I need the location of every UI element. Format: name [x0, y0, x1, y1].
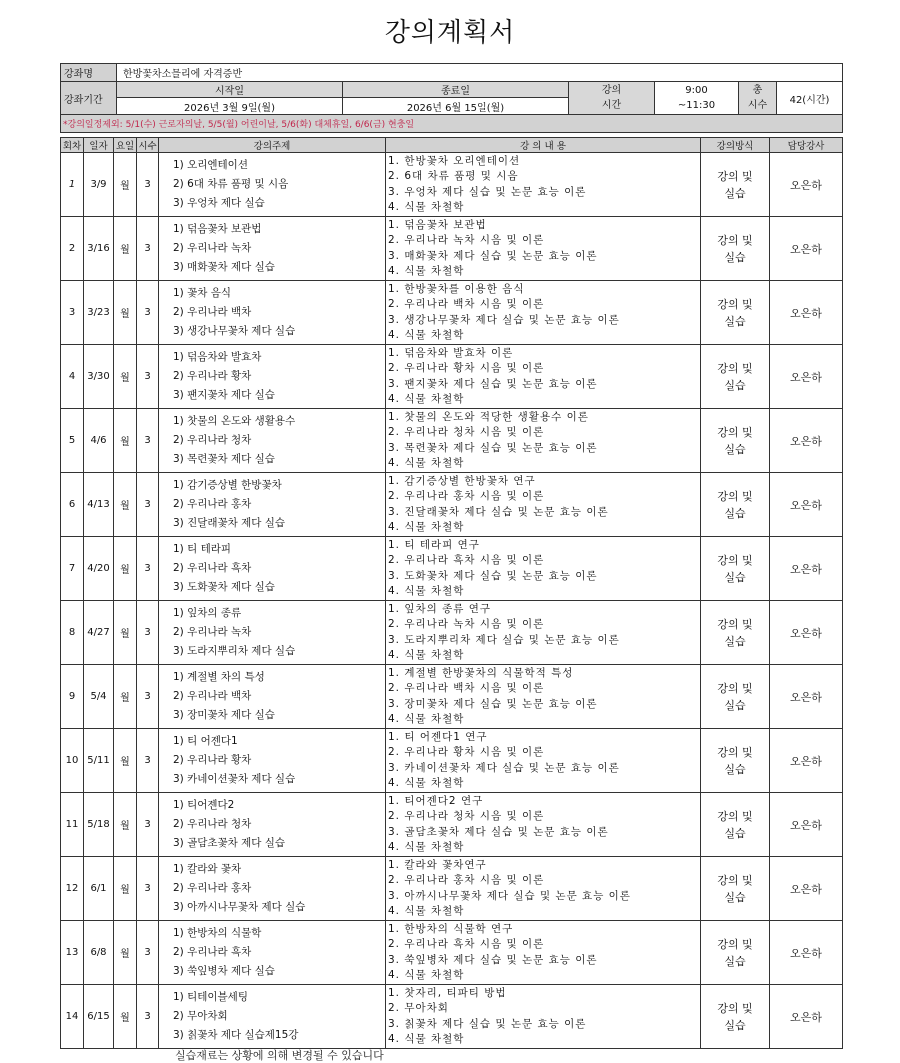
content-line: 4. 식물 차철학: [388, 841, 465, 853]
session-teacher: 오은하: [770, 473, 843, 537]
topic-line: 1) 칼라와 꽃차: [173, 863, 242, 875]
session-contents: [386, 729, 701, 793]
session-topics: [159, 153, 386, 217]
session-row: [61, 537, 843, 601]
session-row: [61, 153, 843, 217]
schedule-exclusion-note: *강의일정제외: 5/1(수) 근로자의날, 5/5(월) 어린이날, 5/6(화) 대체휴일, 6/6(금) 현충일: [61, 115, 843, 133]
session-row: [61, 409, 843, 473]
method-line: 실습: [724, 250, 746, 264]
content-line: 4. 식물 차철학: [388, 585, 465, 597]
method-line: 실습: [724, 442, 746, 456]
topic-line: 3) 골담초꽃차 제다 실습: [173, 837, 286, 849]
session-row: [61, 217, 843, 281]
topic-line: 2) 우리나라 흑차: [173, 946, 252, 958]
method-line: 실습: [724, 314, 746, 328]
session-method: [701, 601, 770, 665]
topic-line: 2) 우리나라 홍차: [173, 498, 252, 510]
session-contents: [386, 153, 701, 217]
session-topics: [159, 857, 386, 921]
topic-line: 1) 덖음차와 발효차: [173, 351, 262, 363]
session-method: [701, 729, 770, 793]
session-row: [61, 281, 843, 345]
content-line: 4. 식물 차철학: [388, 969, 465, 981]
session-number: 14: [61, 985, 84, 1049]
session-row: [61, 793, 843, 857]
course-info-table: [60, 63, 843, 133]
content-line: 2. 우리나라 청차 시음 및 이론: [388, 426, 545, 438]
session-day: 월: [114, 665, 137, 729]
session-hours: 3: [137, 921, 159, 985]
session-number: 13: [61, 921, 84, 985]
session-date: 4/20: [84, 537, 114, 601]
topic-line: 1) 덖음꽃차 보관법: [173, 223, 262, 235]
content-line: 1. 티어젠다2 연구: [388, 794, 484, 807]
session-hours: 3: [137, 857, 159, 921]
footer-note: 실습재료는 상황에 의해 변경될 수 있습니다: [175, 1049, 384, 1062]
course-name: 한방꽃차소믈리에 자격증반: [117, 64, 843, 82]
session-number: 5: [61, 409, 84, 473]
content-line: 3. 도화꽃차 제다 실습 및 논문 효능 이론: [388, 569, 598, 582]
session-date: 6/8: [84, 921, 114, 985]
session-number: 11: [61, 793, 84, 857]
method-line: 실습: [724, 378, 746, 392]
topic-line: 3) 매화꽃차 제다 실습: [173, 261, 275, 273]
course-period-label: 강좌기간: [61, 82, 117, 115]
session-contents: [386, 665, 701, 729]
topic-line: 2) 우리나라 흑차: [173, 562, 252, 574]
method-line: 강의 및: [717, 489, 753, 503]
topic-line: 1) 오리엔테이션: [173, 159, 248, 171]
session-day: 월: [114, 345, 137, 409]
col-header: 강 의 내 용: [386, 138, 701, 153]
method-line: 실습: [724, 506, 746, 520]
schedule-header-row: [61, 138, 843, 153]
method-line: 강의 및: [717, 425, 753, 439]
method-line: 강의 및: [717, 809, 753, 823]
session-day: 월: [114, 985, 137, 1049]
end-date: 2026년 6월 15일(월): [343, 98, 569, 115]
session-number: 6: [61, 473, 84, 537]
session-topics: [159, 985, 386, 1049]
session-contents: [386, 985, 701, 1049]
session-hours: 3: [137, 985, 159, 1049]
content-line: 2. 우리나라 황차 시음 및 이론: [388, 362, 545, 374]
content-line: 3. 쑥잎병차 제다 실습 및 논문 효능 이론: [388, 953, 598, 966]
session-method: [701, 281, 770, 345]
session-contents: [386, 281, 701, 345]
session-date: 5/4: [84, 665, 114, 729]
session-contents: [386, 345, 701, 409]
content-line: 4. 식물 차철학: [388, 1033, 465, 1045]
method-line: 강의 및: [717, 1001, 753, 1015]
session-method: [701, 345, 770, 409]
session-topics: [159, 281, 386, 345]
session-number: 12: [61, 857, 84, 921]
session-teacher: 오은하: [770, 985, 843, 1049]
session-row: [61, 473, 843, 537]
content-line: 1. 한방꽃차를 이용한 음식: [388, 282, 525, 295]
session-contents: [386, 217, 701, 281]
col-header: 강의방식: [701, 138, 770, 153]
session-teacher: 오은하: [770, 345, 843, 409]
session-number: 9: [61, 665, 84, 729]
session-day: 월: [114, 601, 137, 665]
session-number: 3: [61, 281, 84, 345]
session-hours: 3: [137, 601, 159, 665]
session-teacher: 오은하: [770, 601, 843, 665]
session-teacher: 오은하: [770, 409, 843, 473]
session-teacher: 오은하: [770, 217, 843, 281]
session-contents: [386, 601, 701, 665]
session-date: 3/16: [84, 217, 114, 281]
session-day: 월: [114, 793, 137, 857]
session-hours: 3: [137, 473, 159, 537]
topic-line: 1) 찻물의 온도와 생활용수: [173, 415, 296, 427]
content-line: 2. 우리나라 흑차 시음 및 이론: [388, 938, 545, 950]
content-line: 2. 6대 차류 품평 및 시음: [388, 170, 519, 182]
session-contents: [386, 537, 701, 601]
col-header: 회차: [61, 138, 84, 153]
session-method: [701, 665, 770, 729]
session-topics: [159, 537, 386, 601]
session-day: 월: [114, 729, 137, 793]
topic-line: 3) 목련꽃차 제다 실습: [173, 453, 275, 465]
session-hours: 3: [137, 281, 159, 345]
content-line: 1. 티 어젠다1 연구: [388, 730, 488, 743]
content-line: 2. 우리나라 백차 시음 및 이론: [388, 298, 545, 310]
session-hours: 3: [137, 665, 159, 729]
session-date: 5/18: [84, 793, 114, 857]
col-header: 시수: [137, 138, 159, 153]
content-line: 1. 감기증상별 한방꽃차 연구: [388, 474, 536, 487]
content-line: 4. 식물 차철학: [388, 713, 465, 725]
session-date: 3/30: [84, 345, 114, 409]
end-date-label: 종료일: [343, 82, 569, 98]
topic-line: 3) 팬지꽃차 제다 실습: [173, 389, 275, 401]
method-line: 실습: [724, 698, 746, 712]
session-contents: [386, 473, 701, 537]
content-line: 1. 덖음꽃차 보관법: [388, 218, 487, 231]
content-line: 3. 도라지뿌리차 제다 실습 및 논문 효능 이론: [388, 633, 620, 646]
content-line: 1. 한방차의 식물학 연구: [388, 922, 514, 935]
session-hours: 3: [137, 345, 159, 409]
topic-line: 2) 우리나라 황차: [173, 370, 252, 382]
topic-line: 2) 무아차회: [173, 1010, 228, 1022]
content-line: 4. 식물 차철학: [388, 777, 465, 789]
session-day: 월: [114, 281, 137, 345]
topic-line: 2) 우리나라 황차: [173, 754, 252, 766]
content-line: 2. 우리나라 홍차 시음 및 이론: [388, 490, 545, 502]
session-hours: 3: [137, 537, 159, 601]
session-contents: [386, 857, 701, 921]
method-line: 실습: [724, 762, 746, 776]
content-line: 4. 식물 차철학: [388, 905, 465, 917]
topic-line: 3) 생강나무꽃차 제다 실습: [173, 325, 296, 337]
content-line: 3. 골담초꽃차 제다 실습 및 논문 효능 이론: [388, 825, 609, 838]
session-date: 4/27: [84, 601, 114, 665]
content-line: 1. 한방꽃차 오리엔테이션: [388, 154, 521, 167]
content-line: 3. 목련꽃차 제다 실습 및 논문 효능 이론: [388, 441, 598, 454]
session-date: 4/13: [84, 473, 114, 537]
method-line: 실습: [724, 954, 746, 968]
course-name-label: 강좌명: [61, 64, 117, 82]
topic-line: 2) 우리나라 백차: [173, 306, 252, 318]
content-line: 1. 잎차의 종류 연구: [388, 602, 492, 615]
session-teacher: 오은하: [770, 921, 843, 985]
topic-line: 1) 티테이블세팅: [173, 991, 248, 1003]
content-line: 4. 식물 차철학: [388, 393, 465, 405]
session-contents: [386, 793, 701, 857]
method-line: 강의 및: [717, 873, 753, 887]
content-line: 4. 식물 차철학: [388, 201, 465, 213]
session-method: [701, 217, 770, 281]
content-line: 2. 우리나라 청차 시음 및 이론: [388, 810, 545, 822]
content-line: 1. 티 테라피 연구: [388, 538, 480, 551]
session-topics: [159, 729, 386, 793]
session-day: 월: [114, 857, 137, 921]
content-line: 2. 우리나라 백차 시음 및 이론: [388, 682, 545, 694]
method-line: 강의 및: [717, 681, 753, 695]
topic-line: 1) 감기증상별 한방꽃차: [173, 479, 282, 491]
topic-line: 1) 잎차의 종류: [173, 607, 242, 619]
method-line: 강의 및: [717, 937, 753, 951]
session-method: [701, 857, 770, 921]
content-line: 2. 우리나라 녹차 시음 및 이론: [388, 234, 545, 246]
session-method: [701, 153, 770, 217]
session-contents: [386, 409, 701, 473]
content-line: 4. 식물 차철학: [388, 649, 465, 661]
content-line: 4. 식물 차철학: [388, 521, 465, 533]
session-date: 3/9: [84, 153, 114, 217]
session-day: 월: [114, 473, 137, 537]
topic-line: 3) 아까시나무꽃차 제다 실습: [173, 901, 306, 913]
session-row: [61, 601, 843, 665]
method-line: 실습: [724, 570, 746, 584]
session-day: 월: [114, 537, 137, 601]
start-date-label: 시작일: [117, 82, 343, 98]
method-line: 실습: [724, 634, 746, 648]
topic-line: 3) 도화꽃차 제다 실습: [173, 581, 275, 593]
total-hours-label: 총 시수: [739, 82, 777, 115]
class-time-label: 강의 시간: [569, 82, 655, 115]
session-topics: [159, 921, 386, 985]
session-topics: [159, 409, 386, 473]
content-line: 2. 우리나라 홍차 시음 및 이론: [388, 874, 545, 886]
method-line: 강의 및: [717, 745, 753, 759]
document-title: 강의계획서: [384, 18, 516, 48]
topic-line: 3) 진달래꽃차 제다 실습: [173, 517, 286, 529]
class-time: 9:00 ~11:30: [655, 82, 739, 115]
col-header: 강의주제: [159, 138, 386, 153]
content-line: 1. 찻자리, 티파티 방법: [388, 986, 507, 999]
col-header: 담당강사: [770, 138, 843, 153]
session-method: [701, 985, 770, 1049]
session-hours: 3: [137, 793, 159, 857]
method-line: 실습: [724, 826, 746, 840]
topic-line: 2) 우리나라 청차: [173, 818, 252, 830]
topic-line: 3) 도라지뿌리차 제다 실습: [173, 645, 296, 657]
session-number: 2: [61, 217, 84, 281]
start-date: 2026년 3월 9일(월): [117, 98, 343, 115]
method-line: 강의 및: [717, 233, 753, 247]
session-number: 7: [61, 537, 84, 601]
schedule-table: [60, 137, 843, 1049]
method-line: 실습: [724, 186, 746, 200]
session-row: [61, 921, 843, 985]
session-teacher: 오은하: [770, 857, 843, 921]
session-number: 1: [61, 153, 84, 217]
session-teacher: 오은하: [770, 793, 843, 857]
session-date: 6/1: [84, 857, 114, 921]
session-method: [701, 921, 770, 985]
col-header: 일자: [84, 138, 114, 153]
content-line: 3. 장미꽃차 제다 실습 및 논문 효능 이론: [388, 697, 598, 710]
topic-line: 3) 칡꽃차 제다 실습제15강: [173, 1029, 299, 1041]
session-row: [61, 729, 843, 793]
topic-line: 2) 우리나라 홍차: [173, 882, 252, 894]
session-date: 3/23: [84, 281, 114, 345]
session-method: [701, 537, 770, 601]
session-teacher: 오은하: [770, 665, 843, 729]
method-line: 강의 및: [717, 297, 753, 311]
content-line: 3. 생강나무꽃차 제다 실습 및 논문 효능 이론: [388, 313, 620, 326]
session-date: 4/6: [84, 409, 114, 473]
content-line: 1. 칼라와 꽃차연구: [388, 858, 487, 871]
content-line: 1. 덖음차와 발효차 이론: [388, 346, 514, 359]
session-date: 5/11: [84, 729, 114, 793]
content-line: 1. 찻물의 온도와 적당한 생활용수 이론: [388, 410, 589, 423]
method-line: 실습: [724, 890, 746, 904]
topic-line: 2) 우리나라 청차: [173, 434, 252, 446]
session-day: 월: [114, 921, 137, 985]
session-method: [701, 409, 770, 473]
session-topics: [159, 345, 386, 409]
total-hours: 42(시간): [777, 82, 843, 115]
content-line: 4. 식물 차철학: [388, 329, 465, 341]
content-line: 4. 식물 차철학: [388, 265, 465, 277]
session-topics: [159, 217, 386, 281]
content-line: 2. 우리나라 흑차 시음 및 이론: [388, 554, 545, 566]
col-header: 요일: [114, 138, 137, 153]
content-line: 3. 카네이션꽃차 제다 실습 및 논문 효능 이론: [388, 761, 620, 774]
session-teacher: 오은하: [770, 729, 843, 793]
content-line: 3. 칡꽃차 제다 실습 및 논문 효능 이론: [388, 1017, 587, 1030]
topic-line: 2) 우리나라 녹차: [173, 626, 252, 638]
topic-line: 1) 꽃차 음식: [173, 287, 232, 299]
topic-line: 2) 6대 차류 품평 및 시음: [173, 178, 289, 190]
session-teacher: 오은하: [770, 281, 843, 345]
session-hours: 3: [137, 729, 159, 793]
method-line: 실습: [724, 1018, 746, 1032]
session-contents: [386, 921, 701, 985]
session-row: [61, 665, 843, 729]
session-number: 4: [61, 345, 84, 409]
method-line: 강의 및: [717, 553, 753, 567]
session-row: [61, 985, 843, 1049]
content-line: 3. 우엉차 제다 실습 및 논문 효능 이론: [388, 185, 587, 198]
content-line: 3. 진달래꽃차 제다 실습 및 논문 효능 이론: [388, 505, 609, 518]
topic-line: 3) 우엉차 제다 실습: [173, 197, 265, 209]
topic-line: 1) 계절별 차의 특성: [173, 671, 265, 683]
session-row: [61, 857, 843, 921]
content-line: 2. 우리나라 황차 시음 및 이론: [388, 746, 545, 758]
method-line: 강의 및: [717, 361, 753, 375]
session-date: 6/15: [84, 985, 114, 1049]
session-number: 8: [61, 601, 84, 665]
topic-line: 3) 카네이션꽃차 제다 실습: [173, 773, 296, 785]
session-topics: [159, 665, 386, 729]
session-day: 월: [114, 153, 137, 217]
content-line: 4. 식물 차철학: [388, 457, 465, 469]
session-teacher: 오은하: [770, 537, 843, 601]
content-line: 3. 팬지꽃차 제다 실습 및 논문 효능 이론: [388, 377, 598, 390]
method-line: 강의 및: [717, 169, 753, 183]
session-day: 월: [114, 217, 137, 281]
session-teacher: 오은하: [770, 153, 843, 217]
content-line: 1. 계절별 한방꽃차의 식물학적 특성: [388, 666, 574, 679]
session-method: [701, 793, 770, 857]
session-number: 10: [61, 729, 84, 793]
topic-line: 1) 티 테라피: [173, 543, 232, 555]
topic-line: 1) 티 어젠다1: [173, 735, 238, 747]
session-method: [701, 473, 770, 537]
session-topics: [159, 793, 386, 857]
session-row: [61, 345, 843, 409]
session-topics: [159, 601, 386, 665]
content-line: 2. 우리나라 녹차 시음 및 이론: [388, 618, 545, 630]
session-day: 월: [114, 409, 137, 473]
session-topics: [159, 473, 386, 537]
session-hours: 3: [137, 153, 159, 217]
session-hours: 3: [137, 409, 159, 473]
topic-line: 2) 우리나라 백차: [173, 690, 252, 702]
content-line: 3. 아까시나무꽃차 제다 실습 및 논문 효능 이론: [388, 889, 631, 902]
topic-line: 1) 티어젠다2: [173, 799, 235, 811]
content-line: 2. 무아차회: [388, 1002, 449, 1014]
session-hours: 3: [137, 217, 159, 281]
topic-line: 1) 한방차의 식물학: [173, 927, 262, 939]
method-line: 강의 및: [717, 617, 753, 631]
topic-line: 3) 장미꽃차 제다 실습: [173, 709, 275, 721]
topic-line: 2) 우리나라 녹차: [173, 242, 252, 254]
content-line: 3. 매화꽃차 제다 실습 및 논문 효능 이론: [388, 249, 598, 262]
topic-line: 3) 쑥잎병차 제다 실습: [173, 965, 275, 977]
